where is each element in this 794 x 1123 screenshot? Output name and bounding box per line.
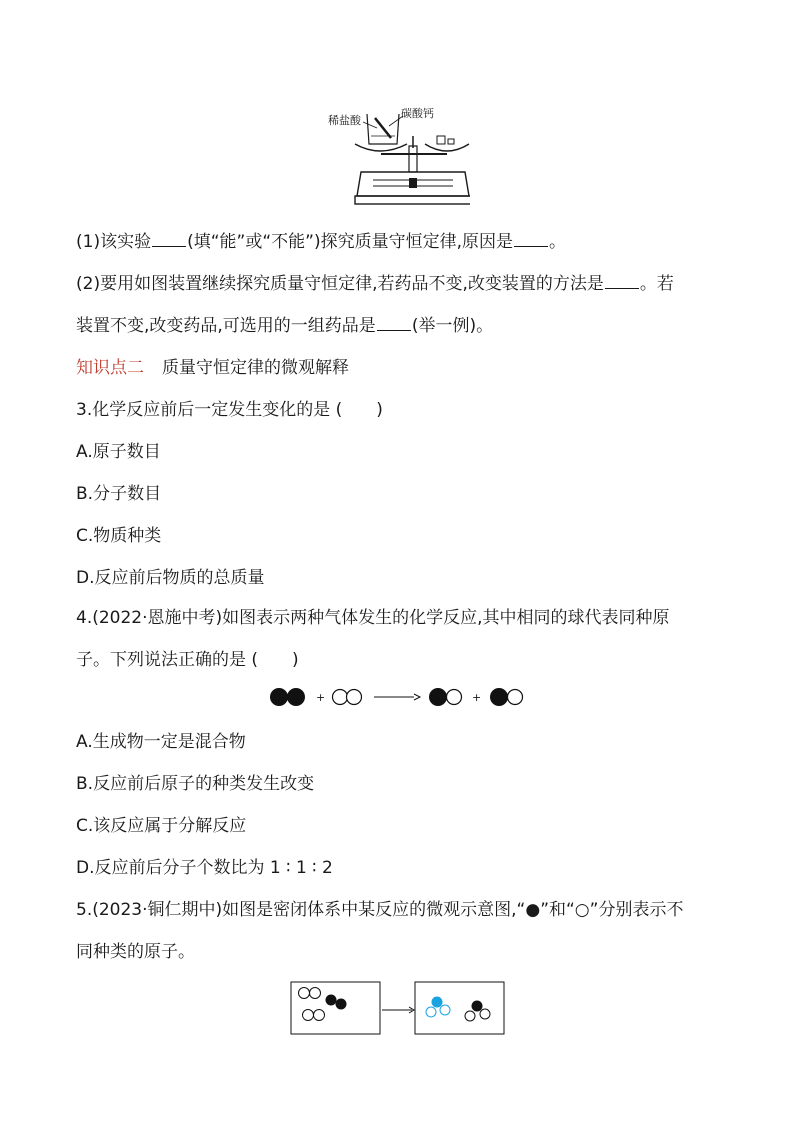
micro-reaction-drawing — [290, 980, 510, 1036]
q3-option-a[interactable]: A.原子数目 — [76, 442, 161, 462]
knowledge-point-heading — [76, 356, 349, 380]
answer-blank[interactable] — [605, 272, 639, 289]
q4-reaction-diagram — [266, 684, 526, 710]
q5-stem-line1: 5.(2023·铜仁期中)如图是密闭体系中某反应的微观示意图,“●”和“○”分别表示不 — [76, 900, 684, 920]
q1-part2-line2: 装置不变,改变药品,可选用的一组药品是 (举一例)。 — [76, 316, 494, 336]
balance-drawing — [325, 100, 470, 210]
q1-part2-line1: (2)要用如图装置继续探究质量守恒定律,若药品不变,改变装置的方法是 。若 — [76, 274, 674, 294]
plus-sign: + — [316, 691, 326, 704]
q3-option-b[interactable]: B.分子数目 — [76, 484, 162, 504]
label-acid: 稀盐酸 — [328, 114, 361, 127]
q4-option-c[interactable]: C.该反应属于分解反应 — [76, 816, 247, 836]
q3-stem: 3.化学反应前后一定发生变化的是 ( ) — [76, 400, 383, 420]
balance-apparatus-figure — [325, 100, 470, 210]
knowledge-point-tag: 知识点二 — [76, 358, 144, 378]
q5-stem-line2: 同种类的原子。 — [76, 942, 195, 962]
q3-option-d[interactable]: D.反应前后物质的总质量 — [76, 568, 265, 588]
q4-option-b[interactable]: B.反应前后原子的种类发生改变 — [76, 774, 315, 794]
label-carbonate: 碳酸钙 — [401, 107, 434, 120]
knowledge-point-title: 质量守恒定律的微观解释 — [162, 358, 349, 378]
answer-blank[interactable] — [514, 230, 548, 247]
q4-option-a[interactable]: A.生成物一定是混合物 — [76, 732, 246, 752]
plus-sign: + — [472, 691, 482, 704]
q4-stem-line2: 子。下列说法正确的是 ( ) — [76, 650, 299, 670]
q4-stem-line1: 4.(2022·恩施中考)如图表示两种气体发生的化学反应,其中相同的球代表同种原 — [76, 608, 670, 628]
reaction-equation-drawing — [266, 684, 526, 710]
answer-blank[interactable] — [152, 230, 186, 247]
q4-option-d[interactable]: D.反应前后分子个数比为 1 ∶ 1 ∶ 2 — [76, 858, 333, 878]
q5-micro-diagram — [290, 980, 510, 1036]
q1-part1: (1)该实验 (填“能”或“不能”)探究质量守恒定律,原因是 。 — [76, 232, 566, 252]
answer-blank[interactable] — [377, 314, 411, 331]
q3-option-c[interactable]: C.物质种类 — [76, 526, 162, 546]
